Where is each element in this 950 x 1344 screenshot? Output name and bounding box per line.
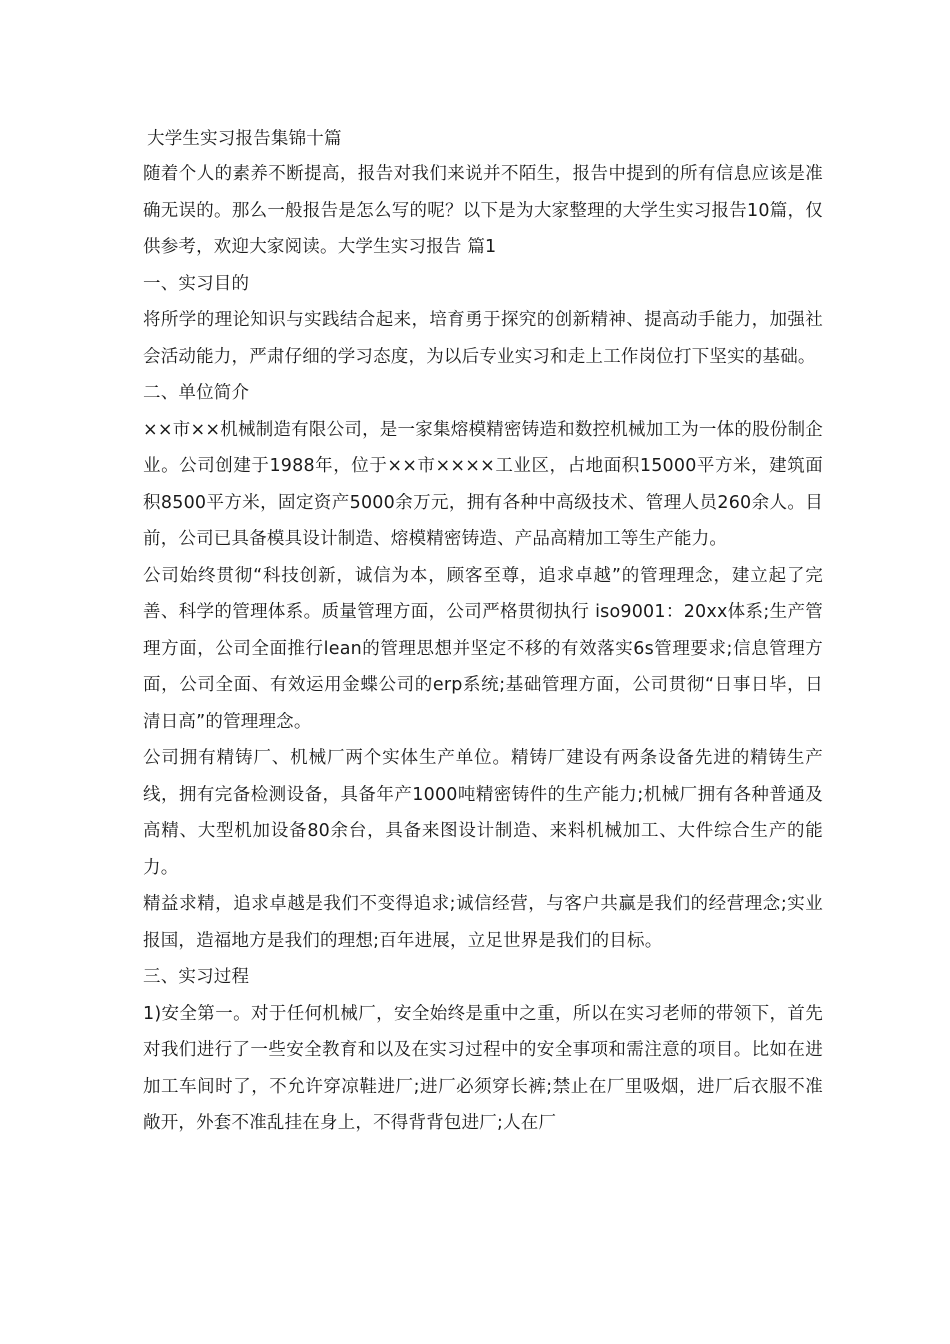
intro-paragraph: 随着个人的素养不断提高，报告对我们来说并不陌生，报告中提到的所有信息应该是准确无误的。那么一般报告是怎么写的呢？以下是为大家整理的大学生实习报告10篇，仅供参考，欢迎大家阅读。大学生实习报告 篇1: [143, 164, 823, 257]
company-paragraph-2: 公司始终贯彻“科技创新，诚信为本，顾客至尊，追求卓越”的管理理念，建立起了完善、科学的管理体系。质量管理方面，公司严格贯彻执行 iso9001：20xx体系;生产管理方面，公司全面推行lean的管理思想并坚定不移的有效落实6s管理要求;信息管理方面，公司全面、有效运用金蝶公司的erp系统;基础管理方面，公司贯彻“日事日毕，日清日高”的管理理念。: [143, 565, 823, 732]
process-paragraph-1: 1)安全第一。对于任何机械厂，安全始终是重中之重，所以在实习老师的带领下，首先对我们进行了一些安全教育和以及在实习过程中的安全事项和需注意的项目。比如在进加工车间时了，不允许穿凉鞋进厂;进厂必须穿长裤;禁止在厂里吸烟，进厂后衣服不准敞开，外套不准乱挂在身上，不得背背包进厂;人在厂: [143, 1003, 823, 1133]
document-body: [143, 124, 823, 1142]
document-title: 大学生实习报告集锦十篇: [147, 129, 342, 149]
section-heading-process: 三、实习过程: [143, 967, 250, 987]
purpose-paragraph: 将所学的理论知识与实践结合起来，培育勇于探究的创新精神、提高动手能力，加强社会活动能力，严肃仔细的学习态度，为以后专业实习和走上工作岗位打下坚实的基础。: [143, 310, 823, 367]
company-paragraph-1: ××市××机械制造有限公司，是一家集熔模精密铸造和数控机械加工为一体的股份制企业。公司创建于1988年，位于××市××××工业区，占地面积15000平方米，建筑面积8500平方米，固定资产5000余万元，拥有各种中高级技术、管理人员260余人。目前，公司已具备模具设计制造、熔模精密铸造、产品高精加工等生产能力。: [143, 419, 823, 549]
section-heading-company: 二、单位简介: [143, 383, 250, 403]
company-paragraph-3: 公司拥有精铸厂、机械厂两个实体生产单位。精铸厂建设有两条设备先进的精铸生产线，拥有完备检测设备，具备年产1000吨精密铸件的生产能力;机械厂拥有各种普通及高精、大型机加设备80余台，具备来图设计制造、来料机械加工、大件综合生产的能力。: [143, 748, 823, 878]
section-heading-purpose: 一、实习目的: [143, 273, 250, 294]
company-paragraph-4: 精益求精，追求卓越是我们不变得追求;诚信经营，与客户共赢是我们的经营理念;实业报国，造福地方是我们的理想;百年进展，立足世界是我们的目标。: [143, 894, 823, 951]
